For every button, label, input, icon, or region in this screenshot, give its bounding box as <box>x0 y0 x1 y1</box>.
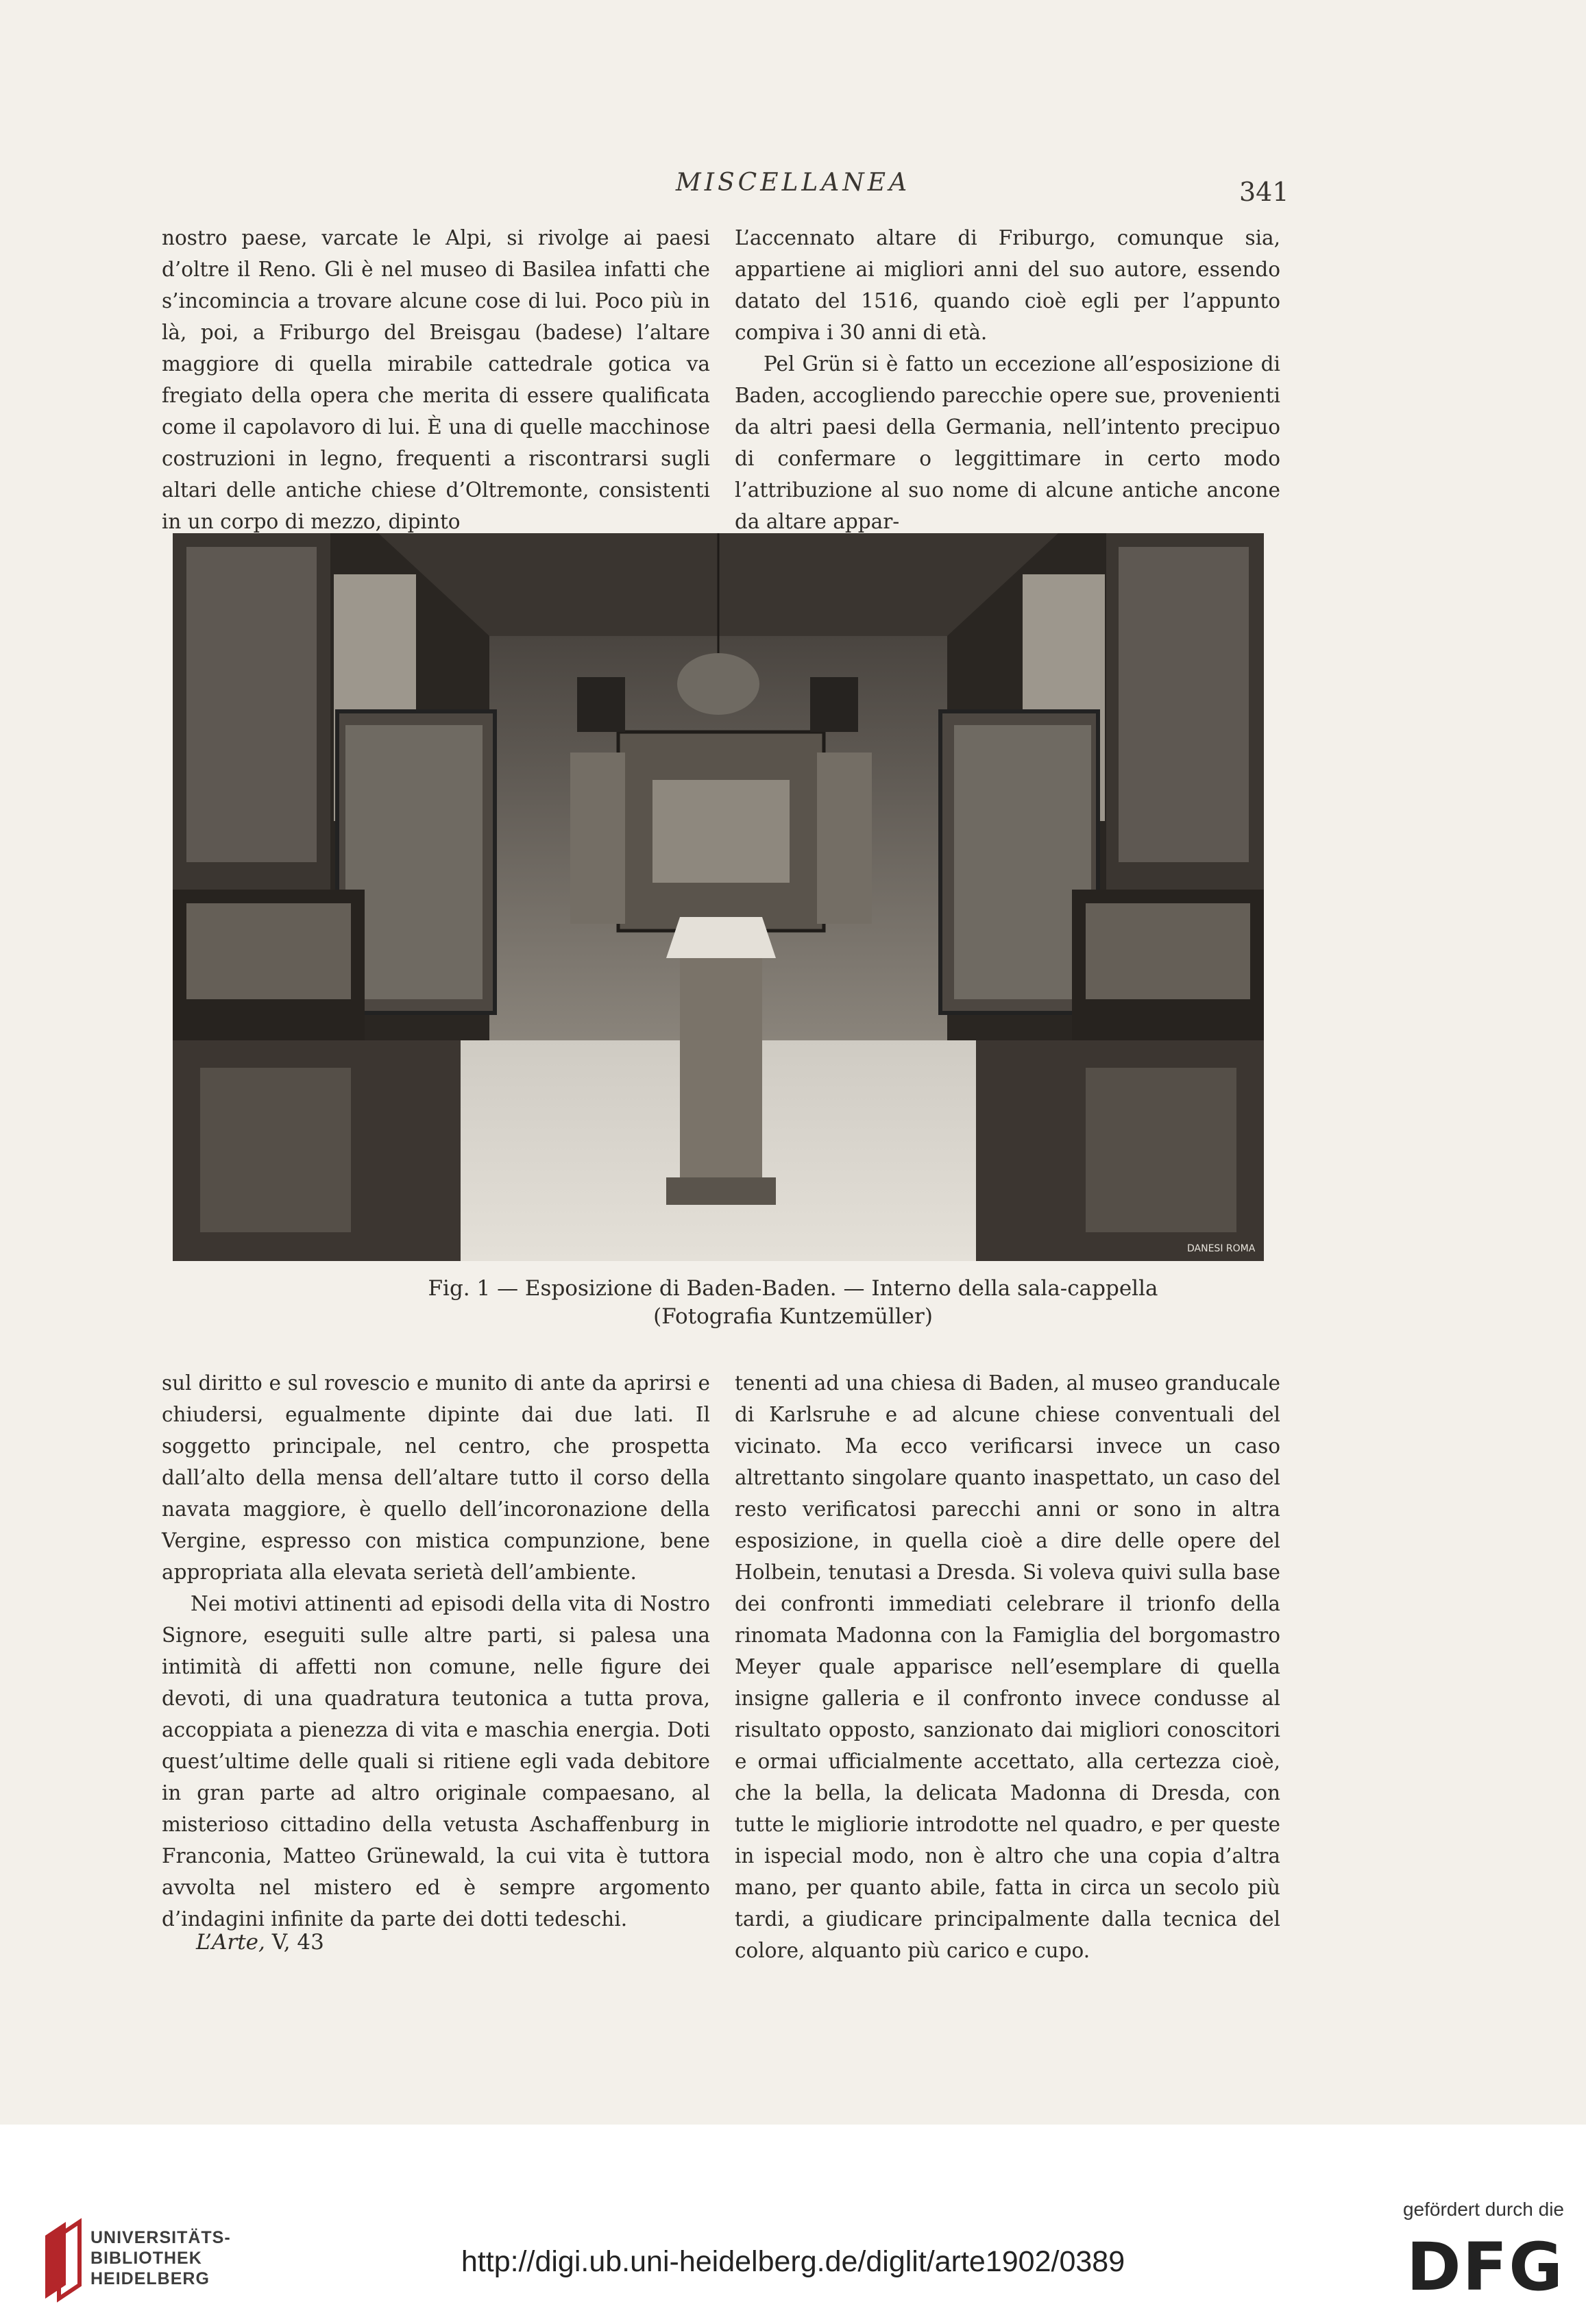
journal-title: L’Arte, <box>196 1930 265 1955</box>
paragraph: Nei motivi attinenti ad episodi della vita di Nostro Signore, eseguiti sulle altre parti, si palesa una intimità di affetti non comune, nelle figure dei devoti, di una quadratura teutonica a tutta prova, accoppiata a pienezza di vita e maschia energia. Doti quest’ultime delle quali si ritiene egli vada debitore in gran parte ad altro originale compaesano, al misterioso cittadino della vetusta Aschaffenburg in Franconia, Matteo Grünewald, la cui vita è tuttora avvolta nel mistero ed è sempre argomento d’indagini infinite da parte dei dotti tedeschi. <box>162 1592 710 1931</box>
paragraph: L’accennato altare di Friburgo, comunque sia, appartiene ai migliori anni del suo autore, essendo datato del 1516, quando cioè egli per l’appunto compiva i 30 anni di età. <box>735 226 1280 344</box>
permalink-url[interactable]: http://digi.ub.uni-heidelberg.de/diglit/arte1902/0389 <box>461 2245 1125 2278</box>
paragraph: tenenti ad una chiesa di Baden, al museo granducale di Karlsruhe e ad alcune chiese conventuali del vicinato. Ma ecco verificarsi invece un caso altrettanto singolare quanto inaspettato, un caso del resto verificatosi parecchi anni or sono in altra esposizione, in quella cioè a dire delle opere del Holbein, tenutasi a Dresda. Si voleva quivi sulla base dei confronti immediati celebrare il trionfo della rinomata Madonna con la Famiglia del borgomastro Meyer quale apparisce nell’esemplare di quella insigne galleria e il confronto invece condusse al risultato opposto, sanzionato dai migliori conoscitori e ormai ufficialmente accettato, alla certezza cioè, che la bella, la delicata Madonna di Dresda, con tutte le migliorie introdotte nel quadro, e per queste in ispecial modo, non è altro che una copia d’altra mano, per quanto abile, fatta in circa un secolo più tardi, a giudicare principalmente dalla tecnica del colore, alquanto più carico e cupo. <box>735 1371 1280 1962</box>
paragraph: nostro paese, varcate le Alpi, si rivolge ai paesi d’oltre il Reno. Gli è nel museo di Basilea infatti che s’incomincia a trovare alcune cose di lui. Poco più in là, poi, a Friburgo del Breisgau (badese) l’altare maggiore di quella mirabile cattedrale gotica va fregiato della opera che merita di essere qualificata come il capolavoro di lui. È una di quelle macchinose costruzioni in legno, frequenti a riscontrarsi sugli altari delle antiche chiese d’Oltremonte, consistenti in un corpo di mezzo, dipinto <box>162 226 710 533</box>
paragraph: Pel Grün si è fatto un eccezione all’esposizione di Baden, accogliendo parecchie opere sue, provenienti da altri paesi della Germania, nell’intento precipuo di confermare o leggittimare in certo modo l’attribuzione al suo nome di alcune antiche ancone da altare appar- <box>735 352 1280 533</box>
funding-note: gefördert durch die <box>1402 2199 1564 2220</box>
library-name: UNIVERSITÄTS- BIBLIOTHEK HEIDELBERG <box>90 2228 231 2288</box>
photo-credit: DANESI ROMA <box>1187 1243 1256 1254</box>
top-right-column <box>735 222 1280 533</box>
bottom-right-column <box>735 1367 1280 1966</box>
figure-credit-line: (Fotografia Kuntzemüller) <box>653 1304 933 1329</box>
dfg-logo: DFG <box>1406 2229 1564 2305</box>
journal-signature <box>196 1930 324 1955</box>
page-number: 341 <box>1239 177 1289 207</box>
digitization-footer <box>0 2125 1586 2324</box>
top-left-column <box>162 222 710 533</box>
running-head: MISCELLANEA <box>675 169 911 197</box>
figure-caption: Fig. 1 — Esposizione di Baden-Baden. — Interno della sala-cappella <box>428 1276 1158 1301</box>
journal-ref: V, 43 <box>271 1930 324 1955</box>
bottom-left-column <box>162 1367 710 1935</box>
figure-photograph <box>173 533 1264 1261</box>
paragraph: sul diritto e sul rovescio e munito di ante da aprirsi e chiudersi, egualmente dipinte dai due lati. Il soggetto principale, nel centro, che prospetta dall’alto della mensa dell’altare tutto il corso della navata maggiore, è quello dell’incoronazione della Vergine, espresso con mistica compunzione, bene appropriata alla elevata serietà dell’ambiente. <box>162 1371 710 1584</box>
